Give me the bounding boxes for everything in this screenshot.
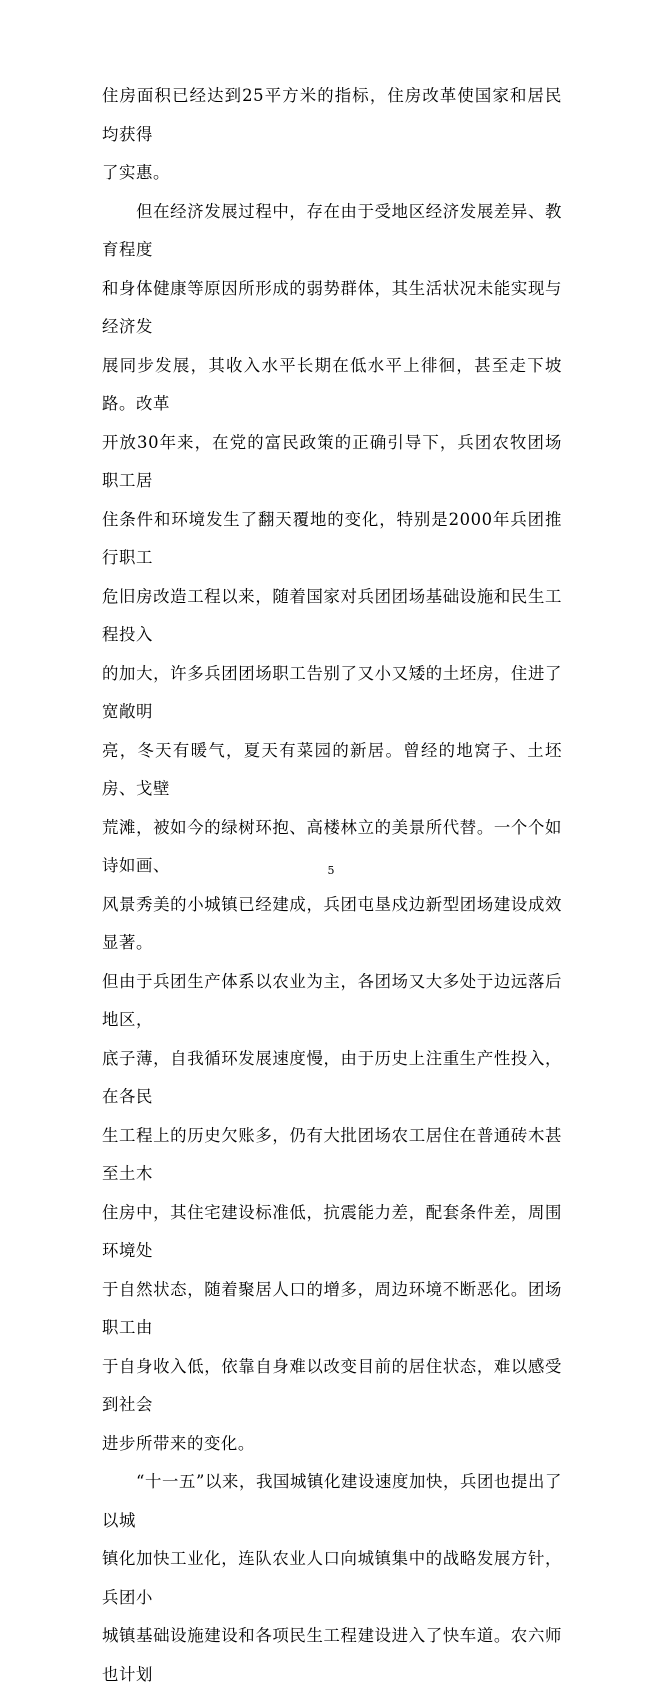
text-line: 展同步发展，其收入水平长期在低水平上徘徊，甚至走下坡路。改革 bbox=[102, 355, 562, 413]
text-line: 生工程上的历史欠账多，仍有大批团场农工居住在普通砖木甚至土木 bbox=[102, 1125, 562, 1183]
text-line: “十一五”以来，我国城镇化建设速度加快，兵团也提出了以城 bbox=[102, 1472, 562, 1530]
text-line: 住条件和环境发生了翻天覆地的变化，特别是2000年兵团推行职工 bbox=[102, 509, 562, 567]
text-line: 于自身收入低，依靠自身难以改变目前的居住状态，难以感受到社会 bbox=[102, 1356, 562, 1414]
text-line: 荒滩，被如今的绿树环抱、高楼林立的美景所代替。一个个如诗如画、 bbox=[102, 817, 562, 875]
text-line: 镇化加快工业化，连队农业人口向城镇集中的战略发展方针，兵团小 bbox=[102, 1549, 562, 1607]
text-line: 住房面积已经达到25平方米的指标，住房改革使国家和居民均获得 bbox=[102, 86, 562, 144]
text-line: 进步所带来的变化。 bbox=[102, 1433, 255, 1453]
text-line: 了实惠。 bbox=[102, 163, 170, 182]
text-line: 危旧房改造工程以来，随着国家对兵团团场基础设施和民生工程投入 bbox=[102, 586, 562, 644]
text-line: 和身体健康等原因所形成的弱势群体，其生活状况未能实现与经济发 bbox=[102, 278, 562, 336]
text-line: 开放30年来，在党的富民政策的正确引导下，兵团农牧团场职工居 bbox=[102, 432, 562, 490]
text-line: 的加大，许多兵团团场职工告别了又小又矮的土坯房，住进了宽敞明 bbox=[102, 663, 562, 721]
text-line: 风景秀美的小城镇已经建成，兵团屯垦戍边新型团场建设成效显著。 bbox=[102, 894, 562, 952]
text-line: 住房中，其住宅建设标准低，抗震能力差，配套条件差，周围环境处 bbox=[102, 1202, 562, 1260]
text-line: 城镇基础设施建设和各项民生工程建设进入了快车道。农六师也计划 bbox=[102, 1626, 562, 1684]
text-line: 亮，冬天有暖气，夏天有菜园的新居。曾经的地窝子、土坯房、戈壁 bbox=[102, 740, 562, 798]
text-line: 底子薄，自我循环发展速度慢，由于历史上注重生产性投入，在各民 bbox=[102, 1048, 562, 1106]
text-line: 但由于兵团生产体系以农业为主，各团场又大多处于边远落后地区， bbox=[102, 971, 562, 1029]
page-number: 5 bbox=[327, 864, 335, 877]
text-line: 于自然状态，随着聚居人口的增多，周边环境不断恶化。团场职工由 bbox=[102, 1279, 562, 1337]
text-line: 但在经济发展过程中，存在由于受地区经济发展差异、教育程度 bbox=[102, 201, 562, 259]
body-text bbox=[102, 77, 562, 1694]
